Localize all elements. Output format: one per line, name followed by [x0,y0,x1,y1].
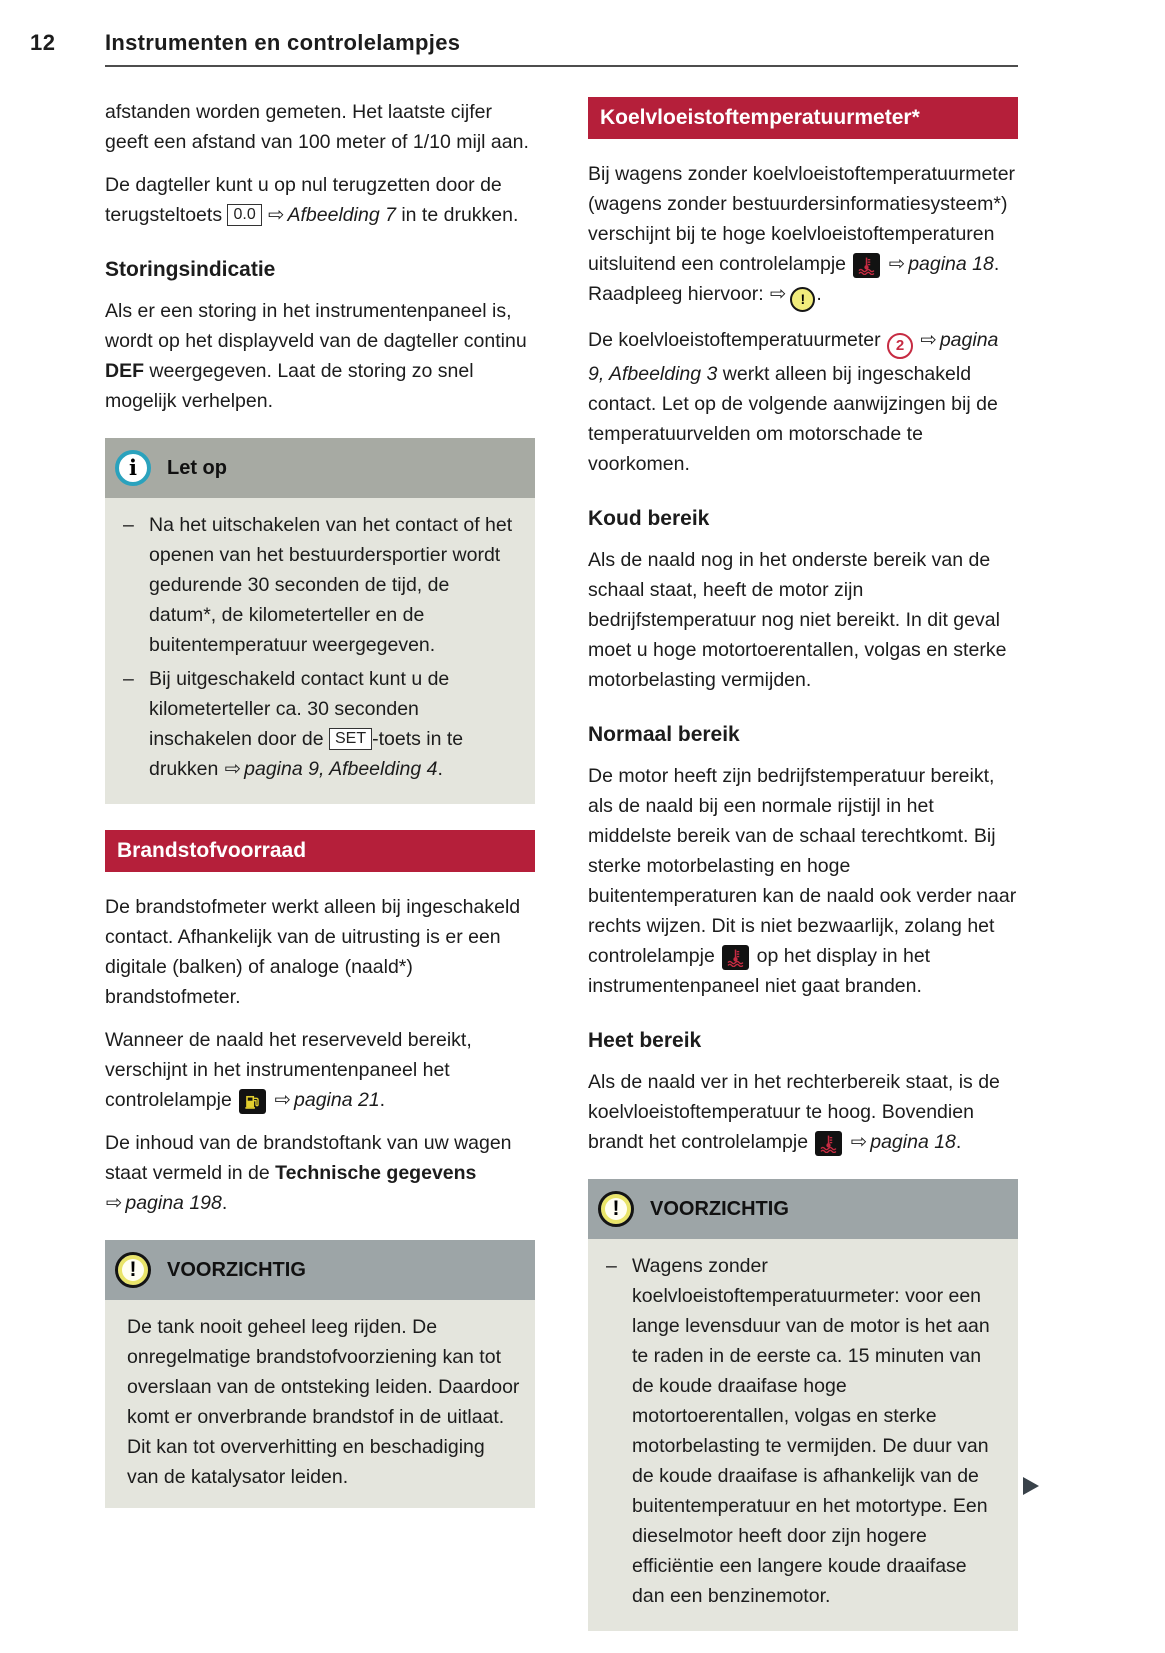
cross-reference-text: pagina 18 [870,1131,956,1153]
paragraph [105,296,535,416]
paragraph [588,545,1018,695]
text-run: Wagens zonder koelvloeistoftemperatuurmeter: voor een lange levensduur van de motor is het aan te raden in de eerste ca. 15 minuten van de koude draaifase hoge motortoerentallen, volgas en sterke motorbelasting te vermijden. De duur van de koude draaifase is afhankelijk van de buitentemperatuur en het motortype. Een dieselmotor heeft door zijn hogere efficiëntie een langere koude draaifase dan een benzinemotor. [632,1255,990,1607]
caution-icon: ! [598,1191,634,1227]
text-run: Als de naald ver in het rechterbereik staat, is de koelvloeistoftemperatuur te hoog. Bovendien brandt het controlelampje [588,1071,1000,1153]
box-title: VOORZICHTIG [167,1259,306,1281]
coolant-temperature-icon [815,1131,842,1156]
text-run [844,1131,849,1153]
section-heading: Storingsindicatie [105,258,276,281]
fuel-pump-icon [239,1089,266,1114]
reference-arrow-icon: ⇨ [224,757,242,780]
box-list-item [602,1251,1004,1611]
box-body [105,1300,535,1508]
cross-reference-text: pagina 9, Afbeelding 3 [588,329,999,385]
reference-arrow-icon: ⇨ [770,282,787,305]
cross-reference-text: pagina 21 [294,1089,380,1111]
paragraph [105,1025,535,1115]
text-run [914,329,919,351]
text-run: Wanneer de naald het reserveveld bereikt, verschijnt in het instrumentenpaneel het controlelampje [105,1029,472,1111]
paragraph [105,170,535,230]
box-list-item [119,664,521,784]
coolant-temperature-icon [722,945,749,970]
text-run: Als de naald nog in het onderste bereik van de schaal staat, heeft de motor zijn bedrijfstemperatuur nog niet bereikt. In dit geval moet u hoge motortoerentallen, volgas en sterke motorbelasting vermijden. [588,549,1007,691]
reference-arrow-icon: ⇨ [888,252,906,275]
section-heading: Koud bereik [588,507,710,530]
text-run: op het display in het instrumentenpaneel niet gaat branden. [588,945,931,997]
note-box [105,438,535,804]
bold-text: Technische gegevens [275,1162,477,1184]
cross-reference-text: pagina 9, Afbeelding 4 [244,758,438,780]
text-run: . [221,1192,228,1214]
text-run: Na het uitschakelen van het contact of het openen van het bestuurdersportier wordt gedurende 30 seconden de tijd, de datum*, de kilometerteller en de buitentemperatuur weergegeven. [149,514,513,656]
page-title: Instrumenten en controlelampjes [105,30,461,55]
text-run: . [955,1131,962,1153]
section-banner: Koelvloeistoftemperatuurmeter* [588,97,1018,139]
content-columns [105,97,1018,1653]
text-run: De motor heeft zijn bedrijfstemperatuur bereikt, als de naald bij een normale rijstijl in het middelste bereik van de schaal terechtkomt. Bij sterke motorbelasting en hoge buitentemperaturen kan de naald ook verder naar rechts wijzen. Dit is niet bezwaarlijk, zolang het controlelampje [588,765,1017,967]
info-icon: i [115,450,151,486]
caution-box [588,1179,1018,1631]
header-rule [105,65,1018,67]
text-run: -toets in te drukken [149,728,464,780]
reference-arrow-icon: ⇨ [920,328,937,351]
text-run: Bij wagens zonder koelvloeistoftemperatuurmeter (wagens zonder bestuurdersinformatiesysteem*) verschijnt bij te hoge koelvloeistoftemperaturen uitsluitend een controlelampje [588,163,1016,275]
caution-icon: ! [115,1252,151,1288]
reference-arrow-icon: ⇨ [268,203,285,226]
paragraph [105,97,535,157]
box-header [105,1240,535,1300]
key-label: SET [329,728,372,750]
caution-box [105,1240,535,1508]
text-run: . [816,283,822,305]
text-run: . [379,1089,386,1111]
section-heading: Normaal bereik [588,723,740,746]
cross-reference-text: pagina 198 [125,1192,222,1214]
page-header [0,0,1165,56]
text-run: afstanden worden gemeten. Het laatste cijfer geeft een afstand van 100 meter of 1/10 mijl aan. [105,101,529,153]
paragraph [588,325,1018,479]
text-run: in te drukken. [395,204,519,226]
box-body [588,1239,1018,1631]
paragraph [588,1067,1018,1157]
text-run [268,1089,273,1111]
section-heading: Heet bereik [588,1029,702,1052]
left-column [105,97,535,1653]
box-body [105,498,535,804]
paragraph [588,159,1018,312]
callout-number: 2 [887,333,913,359]
right-column [588,97,1018,1653]
text-run: De brandstofmeter werkt alleen bij ingeschakeld contact. Afhankelijk van de uitrusting is er een digitale (balken) of analoge (naald*) brandstofmeter. [105,896,521,1008]
reference-arrow-icon: ⇨ [850,1130,868,1153]
text-run: Als er een storing in het instrumentenpaneel is, wordt op het displayveld van de dagteller continu [105,300,527,352]
paragraph [588,761,1018,1001]
box-header [588,1179,1018,1239]
text-run: De dagteller kunt u op nul terugzetten door de terugsteltoets [105,174,502,226]
text-run: De inhoud van de brandstoftank van uw wagen staat vermeld in de [105,1132,512,1184]
text-run: . [437,758,443,780]
coolant-temperature-icon [853,253,880,278]
key-label: 0.0 [227,204,261,226]
box-title: VOORZICHTIG [650,1198,789,1220]
bold-text: DEF [105,360,144,382]
text-run [262,204,267,226]
section-banner: Brandstofvoorraad [105,830,535,872]
paragraph [105,892,535,1012]
page-continues-arrow-icon [1023,1477,1039,1495]
page-number: 12 [30,30,56,55]
text-run: De koelvloeistoftemperatuurmeter [588,329,887,351]
cross-reference-text: Afbeelding 7 [287,204,396,226]
reference-arrow-icon: ⇨ [106,1191,123,1214]
box-header [105,438,535,498]
box-list-item [119,510,521,660]
reference-arrow-icon: ⇨ [274,1088,291,1111]
text-run: werkt alleen bij ingeschakeld contact. Let op de volgende aanwijzingen bij de temperatuurvelden om motorschade te voorkomen. [588,363,998,475]
warning-ref-icon: ! [790,287,815,312]
text-run: De tank nooit geheel leeg rijden. De onregelmatige brandstofvoorziening kan tot overslaan van de ontsteking leiden. Daardoor komt er onverbrande brandstof in de uitlaat. Dit kan tot oververhitting en beschadiging van de katalysator leiden. [127,1316,520,1488]
text-run: Bij uitgeschakeld contact kunt u de kilometerteller ca. 30 seconden inschakelen door de [149,668,450,750]
text-run: . Raadpleeg hiervoor: [588,253,1000,305]
text-run [882,253,887,275]
cross-reference-text: pagina 18 [908,253,994,275]
box-title: Let op [167,457,227,479]
paragraph [105,1128,535,1218]
text-run: weergegeven. Laat de storing zo snel mogelijk verhelpen. [105,360,474,412]
box-paragraph [119,1312,521,1492]
